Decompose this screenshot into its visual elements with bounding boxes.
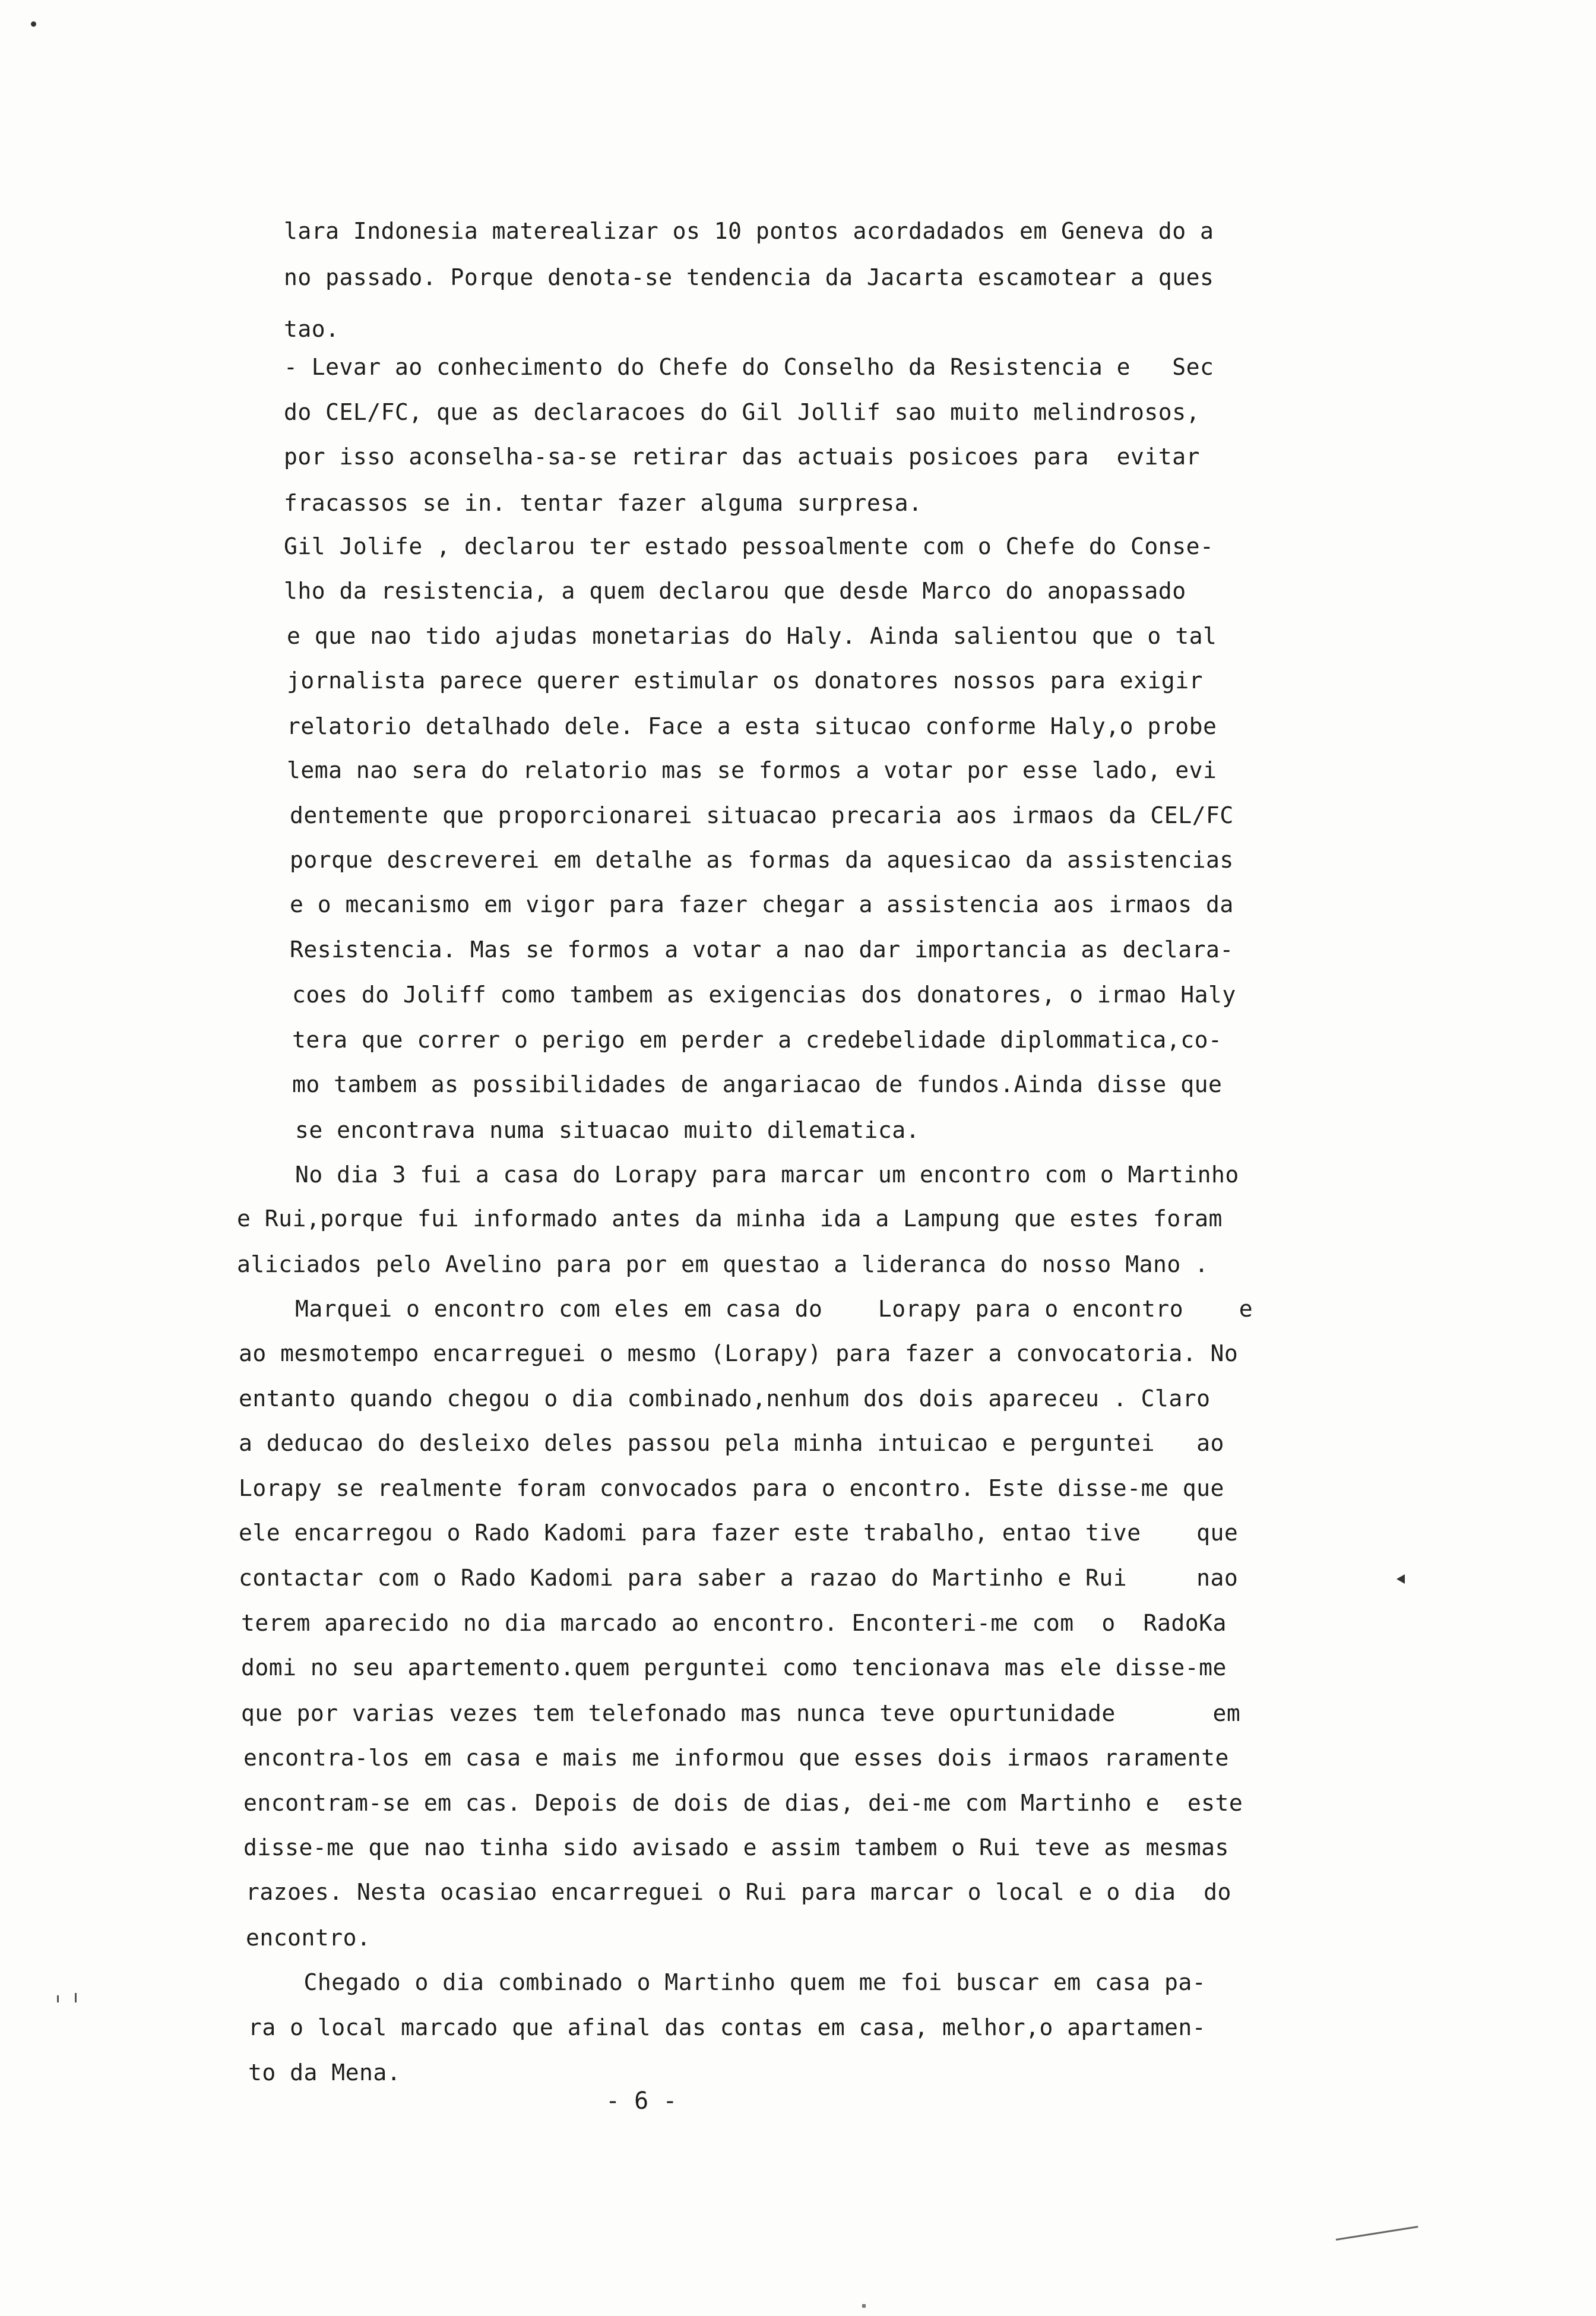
text-line: contactar com o Rado Kadomi para saber a razao do Martinho e Rui nao — [239, 1565, 1239, 1591]
margin-tick — [75, 1993, 77, 2002]
text-line: por isso aconselha-sa-se retirar das actuais posicoes para evitar — [284, 444, 1200, 470]
text-line: - Levar ao conhecimento do Chefe do Conselho da Resistencia e Sec — [284, 354, 1214, 380]
text-line: domi no seu apartemento.quem perguntei como tencionava mas ele disse-me — [241, 1654, 1227, 1681]
text-line: mo tambem as possibilidades de angariacao de fundos.Ainda disse que — [292, 1071, 1223, 1097]
text-line: to da Mena. — [248, 2059, 401, 2086]
text-line: terem aparecido no dia marcado ao encontro. Enconteri-me com o RadoKa — [241, 1610, 1227, 1636]
text-line: ra o local marcado que afinal das contas em casa, melhor,o apartamen- — [248, 2014, 1206, 2040]
text-line: Chegado o dia combinado o Martinho quem me foi buscar em casa pa- — [248, 1969, 1206, 1995]
text-line: Marquei o encontro com eles em casa do Lorapy para o encontro e — [295, 1296, 1253, 1322]
text-line: encontra-los em casa e mais me informou que esses dois irmaos raramente — [243, 1745, 1229, 1771]
text-line: fracassos se in. tentar fazer alguma surpresa. — [284, 490, 923, 516]
margin-tick — [57, 1995, 59, 2002]
text-line: entanto quando chegou o dia combinado,nenhum dos dois apareceu . Claro — [239, 1385, 1211, 1412]
text-line: lara Indonesia materealizar os 10 pontos acordadados em Geneva do a — [284, 218, 1214, 244]
text-line: encontram-se em cas. Depois de dois de dias, dei-me com Martinho e este — [243, 1790, 1243, 1816]
text-line: no passado. Porque denota-se tendencia da Jacarta escamotear a ques — [284, 264, 1214, 290]
text-line: Lorapy se realmente foram convocados para o encontro. Este disse-me que — [239, 1475, 1224, 1501]
text-line: lema nao sera do relatorio mas se formos a votar por esse lado, evi — [287, 757, 1217, 783]
text-line: relatorio detalhado dele. Face a esta situcao conforme Haly,o probe — [287, 713, 1217, 739]
text-line: tera que correr o perigo em perder a credebelidade diplommatica,co- — [292, 1027, 1223, 1053]
text-line: dentemente que proporcionarei situacao precaria aos irmaos da CEL/FC — [290, 802, 1234, 828]
text-line: jornalista parece querer estimular os donatores nossos para exigir — [287, 667, 1203, 694]
text-line: disse-me que nao tinha sido avisado e assim tambem o Rui teve as mesmas — [243, 1834, 1229, 1861]
text-line: que por varias vezes tem telefonado mas nunca teve opurtunidade em — [241, 1700, 1241, 1726]
text-line: e Rui,porque fui informado antes da minha ida a Lampung que estes foram — [237, 1206, 1223, 1232]
text-line: ele encarregou o Rado Kadomi para fazer este trabalho, entao tive que — [239, 1520, 1239, 1546]
bottom-edge-mark — [862, 2304, 866, 2308]
text-line: lho da resistencia, a quem declarou que desde Marco do anopassado — [284, 578, 1186, 604]
text-line: do CEL/FC, que as declaracoes do Gil Jollif sao muito melindrosos, — [284, 399, 1200, 425]
ink-speck — [31, 21, 36, 27]
text-line: Gil Jolife , declarou ter estado pessoalmente com o Chefe do Conse- — [284, 533, 1214, 559]
pen-stroke — [1336, 2226, 1418, 2241]
text-line: porque descreverei em detalhe as formas da aquesicao da assistencias — [290, 847, 1234, 873]
text-line: a deducao do desleixo deles passou pela minha intuicao e perguntei ao — [239, 1430, 1224, 1456]
text-line: e que nao tido ajudas monetarias do Haly. Ainda salientou que o tal — [287, 623, 1217, 649]
page-number: - 6 - — [606, 2087, 677, 2115]
text-line: se encontrava numa situacao muito dilematica. — [295, 1117, 920, 1143]
text-line: tao. — [284, 316, 340, 342]
text-line: aliciados pelo Avelino para por em questao a lideranca do nosso Mano . — [237, 1251, 1209, 1277]
margin-arrow-mark — [1396, 1574, 1405, 1584]
text-line: Resistencia. Mas se formos a votar a nao dar importancia as declara- — [290, 936, 1234, 963]
text-line: e o mecanismo em vigor para fazer chegar a assistencia aos irmaos da — [290, 891, 1234, 917]
text-line: ao mesmotempo encarreguei o mesmo (Lorapy) para fazer a convocatoria. No — [239, 1340, 1239, 1366]
text-line: coes do Joliff como tambem as exigencias dos donatores, o irmao Haly — [292, 982, 1236, 1008]
text-line: encontro. — [246, 1925, 371, 1951]
text-line: No dia 3 fui a casa do Lorapy para marcar um encontro com o Martinho — [295, 1162, 1239, 1188]
text-line: razoes. Nesta ocasiao encarreguei o Rui para marcar o local e o dia do — [246, 1879, 1231, 1905]
